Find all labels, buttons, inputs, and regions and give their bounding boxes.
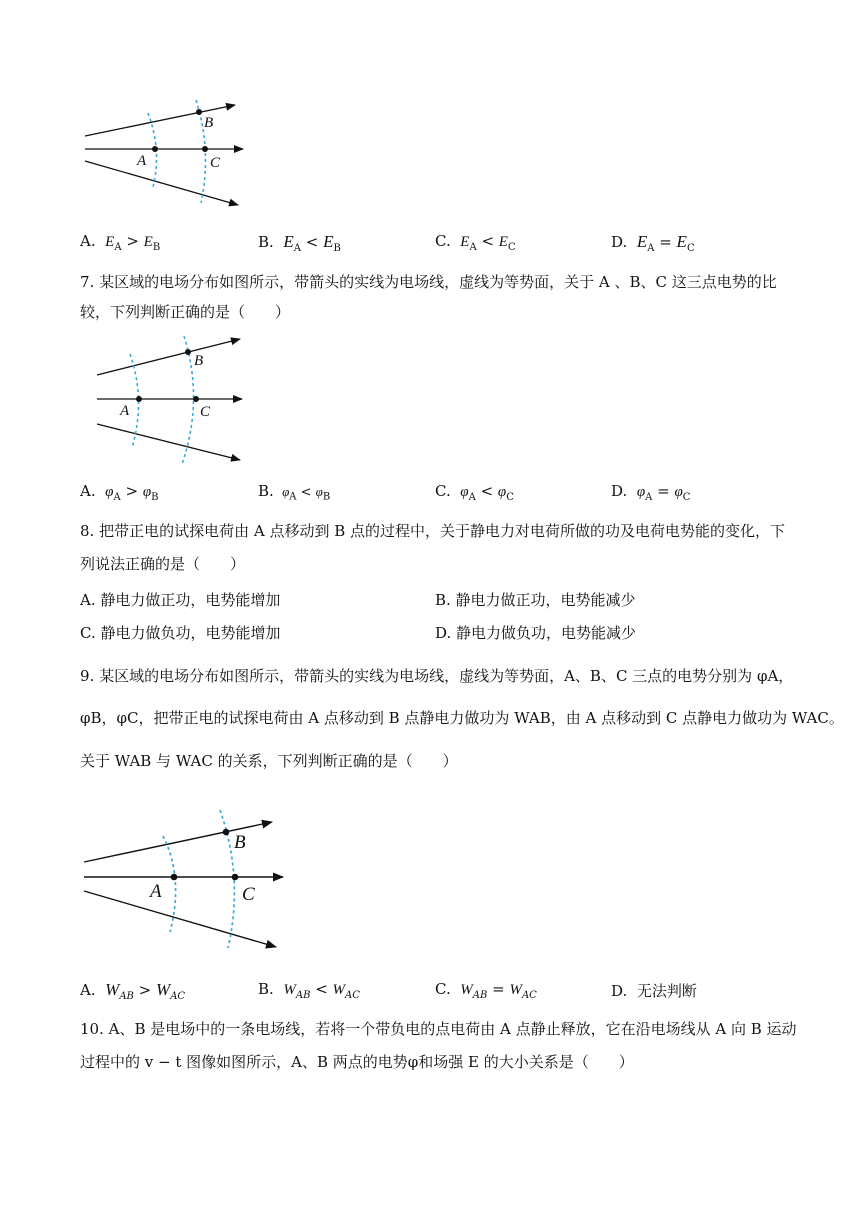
option-sub: C — [507, 242, 516, 253]
option-sub: C — [686, 243, 695, 254]
q8-option-c[interactable]: C. 静电力做负功，电势能增加 — [80, 624, 281, 642]
option-sub: B — [322, 491, 331, 503]
q10-stem-line1: 10. A、B 是电场中的一条电场线，若将一个带负电的点电荷由 A 点静止释放，它在沿电场线从 A 向 B 运动 — [80, 1020, 797, 1038]
option-sub: B — [151, 492, 159, 503]
option-op: > — [120, 482, 143, 500]
point-a — [171, 874, 178, 881]
q7-option-a[interactable] — [80, 482, 158, 503]
option-sub: C — [506, 492, 514, 503]
q9-option-a[interactable] — [80, 980, 185, 1002]
option-sub: C — [682, 492, 691, 503]
option-expr: φ — [282, 484, 290, 499]
option-expr: W — [509, 982, 522, 998]
option-sub: A — [645, 492, 653, 503]
option-expr: W — [460, 982, 473, 998]
point-a — [136, 396, 142, 402]
option-op: = — [654, 233, 677, 251]
option-sub: A — [113, 492, 121, 503]
q7-option-b[interactable] — [258, 482, 330, 503]
q8-option-d[interactable]: D. 静电力做负功，电势能减少 — [435, 624, 637, 642]
field-diagram-1 — [80, 95, 260, 215]
option-letter: D. — [611, 233, 628, 251]
point-c — [232, 874, 239, 881]
option-expr: φ — [674, 484, 683, 500]
option-expr: E — [283, 232, 294, 251]
option-sub: B — [152, 242, 161, 253]
option-sub: A — [469, 242, 477, 253]
q6-option-a[interactable] — [80, 232, 160, 253]
q9-option-c[interactable] — [435, 980, 537, 1001]
option-sub: A — [647, 243, 655, 254]
point-b — [185, 349, 191, 355]
option-letter: A. — [80, 482, 96, 500]
q7-option-d[interactable] — [611, 482, 690, 503]
option-op: > — [121, 232, 144, 250]
point-c — [193, 396, 199, 402]
q6-option-d[interactable] — [611, 232, 695, 254]
option-letter: C. — [435, 482, 451, 500]
option-expr: E — [498, 234, 508, 250]
option-op: < — [310, 980, 333, 998]
q9-stem-line1: 9. 某区域的电场分布如图所示，带箭头的实线为电场线，虚线为等势面，A、B、C 三点的电势分别为 φA， — [80, 667, 794, 685]
label-b: B — [204, 115, 214, 131]
q9-stem-line3: 关于 WAB 与 WAC 的关系，下列判断正确的是（ ） — [80, 752, 458, 770]
option-op: = — [487, 980, 510, 998]
label-b: B — [194, 353, 204, 369]
q7-stem-line1: 7. 某区域的电场分布如图所示，带箭头的实线为电场线，虚线为等势面，关于 A 、B、C 这三点电势的比 — [80, 273, 777, 291]
label-c: C — [242, 884, 255, 905]
q8-stem-line1: 8. 把带正电的试探电荷由 A 点移动到 B 点的过程中，关于静电力对电荷所做的功及电荷电势能的变化，下 — [80, 522, 786, 540]
option-expr: W — [156, 980, 171, 999]
point-c — [202, 146, 208, 152]
option-sub: A — [289, 491, 297, 503]
option-letter: A. — [80, 981, 96, 999]
option-expr: φ — [497, 484, 507, 500]
option-sub: B — [333, 243, 341, 254]
option-letter: B. — [258, 980, 274, 998]
q9-stem-line2: φB，φC，把带正电的试探电荷由 A 点移动到 B 点静电力做功为 WAB，由 A 点移动到 C 点静电力做功为 WAC。 — [80, 709, 844, 727]
point-b — [196, 109, 202, 115]
q9-option-b[interactable] — [258, 980, 360, 1001]
option-sub: AB — [472, 990, 488, 1001]
option-expr: E — [460, 234, 470, 250]
option-expr: E — [636, 232, 648, 251]
option-letter: B. — [258, 482, 274, 500]
option-expr: W — [283, 982, 296, 998]
field-line-bottom — [97, 424, 240, 460]
option-expr: φ — [315, 484, 323, 499]
option-expr: φ — [142, 484, 152, 500]
field-line-top — [97, 339, 240, 375]
option-expr: φ — [460, 484, 469, 500]
field-diagram-3 — [80, 808, 290, 958]
option-expr: W — [332, 982, 346, 998]
option-op: < — [475, 482, 498, 500]
option-op: < — [476, 232, 499, 250]
option-op: < — [296, 485, 316, 500]
q8-option-b[interactable]: B. 静电力做正功，电势能减少 — [435, 591, 636, 609]
option-op: = — [652, 482, 675, 500]
option-sub: A — [468, 492, 476, 503]
q6-option-b[interactable] — [258, 232, 341, 254]
option-expr: E — [105, 234, 115, 250]
label-c: C — [210, 155, 221, 171]
option-expr: W — [105, 980, 120, 999]
option-expr: φ — [636, 484, 646, 500]
q9-option-d[interactable] — [611, 980, 697, 1001]
option-op: < — [300, 233, 324, 251]
option-letter: C. — [435, 980, 451, 998]
point-a — [152, 146, 158, 152]
option-sub: AC — [170, 991, 186, 1002]
q7-stem-line2: 较，下列判断正确的是（ ） — [80, 303, 291, 321]
label-a: A — [120, 403, 130, 419]
label-c: C — [200, 404, 211, 420]
option-letter: A. — [80, 232, 96, 250]
label-a: A — [150, 881, 162, 902]
option-letter: D. — [611, 982, 628, 1000]
option-expr: φ — [105, 484, 114, 500]
equipotential-right — [182, 336, 194, 464]
option-expr: E — [323, 232, 334, 251]
option-letter: B. — [258, 233, 274, 251]
option-letter: C. — [435, 232, 451, 250]
point-b — [223, 829, 230, 836]
option-op: > — [133, 981, 157, 999]
option-text: 无法判断 — [636, 982, 697, 1000]
option-expr: E — [143, 234, 153, 250]
option-sub: AB — [295, 990, 311, 1001]
option-sub: AB — [119, 991, 134, 1002]
q10-stem-line2: 过程中的 v − t 图像如图所示，A、B 两点的电势φ和场强 E 的大小关系是（ ） — [80, 1053, 634, 1071]
q7-option-c[interactable] — [435, 482, 514, 503]
option-sub: AC — [345, 990, 360, 1001]
q8-stem-line2: 列说法正确的是（ ） — [80, 555, 246, 573]
label-a: A — [137, 153, 147, 169]
label-b: B — [234, 832, 246, 853]
field-diagram-2 — [92, 330, 252, 465]
option-sub: AC — [521, 990, 537, 1001]
q8-option-a[interactable]: A. 静电力做正功，电势能增加 — [80, 591, 281, 609]
option-sub: A — [114, 242, 122, 253]
option-expr: E — [676, 232, 687, 251]
q6-option-c[interactable] — [435, 232, 516, 253]
option-sub: A — [293, 243, 301, 254]
option-letter: D. — [611, 482, 628, 500]
